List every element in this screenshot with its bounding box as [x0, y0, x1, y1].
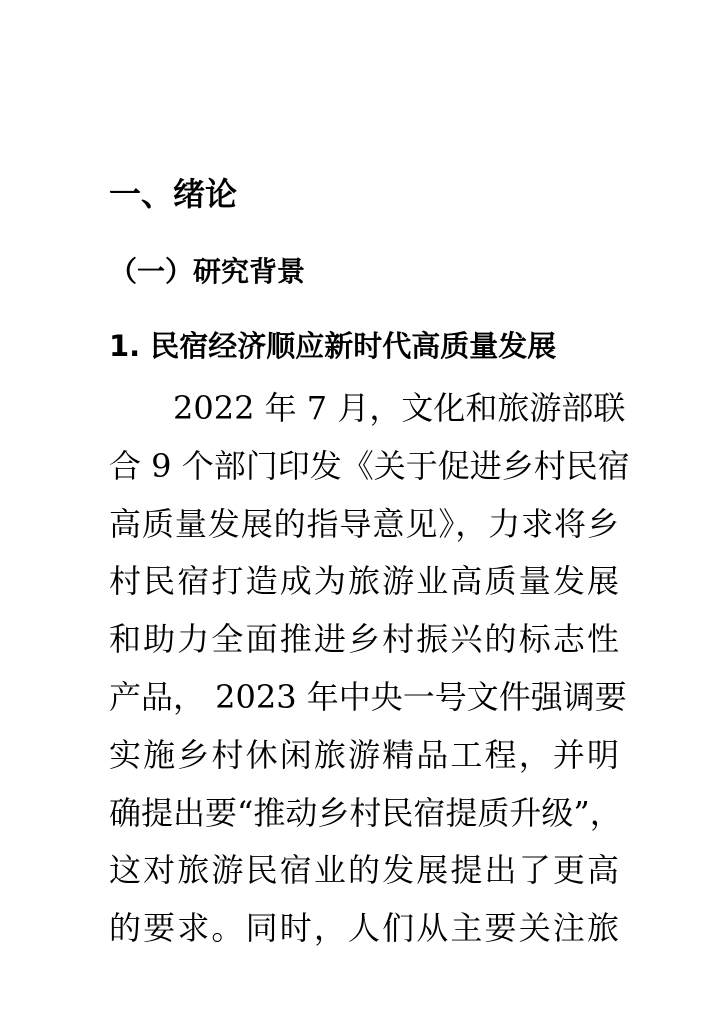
- paragraph-line: 村民宿打造成为旅游业高质量发展: [109, 562, 619, 601]
- subsection-heading: 1. 民宿经济顺应新时代高质量发展: [109, 329, 557, 363]
- paragraph-line: 2022 年 7 月，文化和旅游部联: [173, 389, 626, 427]
- body-paragraph: [109, 380, 630, 958]
- paragraph-line: 确提出要“推动乡村民宿提质升级”，: [109, 793, 622, 832]
- paragraph-line: 和助力全面推进乡村振兴的标志性: [109, 620, 619, 659]
- paragraph-line: 产品， 2023 年中央一号文件强调要: [109, 677, 627, 716]
- paragraph-line: 这对旅游民宿业的发展提出了更高: [109, 851, 619, 890]
- paragraph-line: 合 9 个部门印发《关于促进乡村民宿: [109, 446, 630, 485]
- paragraph-line: 高质量发展的指导意见》，力求将乡: [109, 504, 619, 543]
- paragraph-line: 的要求。同时，人们从主要关注旅: [109, 909, 619, 948]
- chapter-heading: 一、绪论: [109, 175, 238, 213]
- section-heading: （一）研究背景: [109, 255, 306, 288]
- paragraph-line: 实施乡村休闲旅游精品工程，并明: [109, 735, 619, 774]
